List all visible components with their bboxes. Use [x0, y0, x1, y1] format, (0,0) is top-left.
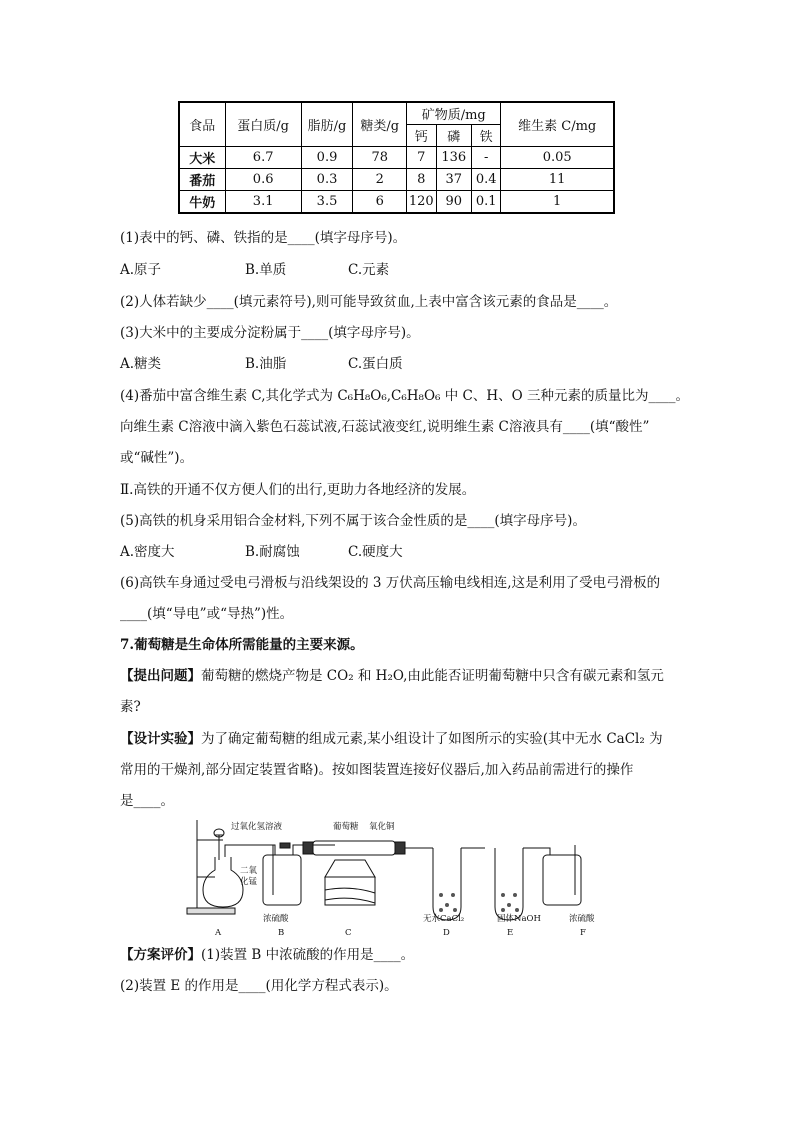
apparatus-diagram: [185, 815, 610, 940]
question-4-line1: (4)番茄中富含维生素 C,其化学式为 C₆H₈O₆,C₆H₈O₆ 中 C、H、O 三种元素的质量比为____。: [120, 388, 689, 404]
letter-e: E: [507, 928, 514, 938]
design-tag: 【设计实验】: [120, 731, 201, 747]
evaluation-tag: 【方案评价】: [120, 947, 201, 963]
vitc-cell: 1: [501, 191, 614, 214]
label-f-acid: 浓硫酸: [569, 914, 595, 924]
option-c: C.蛋白质: [348, 356, 403, 372]
phosphorus-cell: 136: [436, 147, 471, 169]
design-line3: 是____。: [120, 793, 174, 809]
letter-f: F: [580, 928, 586, 938]
option-b: B.油脂: [245, 356, 287, 372]
option-b: B.耐腐蚀: [245, 544, 300, 560]
raise-question-text: 葡萄糖的燃烧产物是 CO₂ 和 H₂O,由此能否证明葡萄糖中只含有碳元素和氢元: [201, 668, 664, 684]
nutrition-table: [178, 101, 615, 214]
question-6-line2: ____(填“导电”或“导热”)性。: [120, 606, 294, 622]
question-5: (5)高铁的机身采用铝合金材料,下列不属于该合金性质的是____(填字母序号)。: [120, 513, 586, 529]
table-row: [179, 191, 614, 214]
header-protein: 蛋白质/g: [225, 102, 301, 147]
letter-b: B: [278, 928, 285, 938]
label-mno2-2: 化锰: [240, 877, 258, 887]
label-hydrogen-peroxide: 过氧化氢溶液: [231, 822, 283, 832]
protein-cell: 3.1: [225, 191, 301, 214]
fat-cell: 0.9: [301, 147, 353, 169]
option-c: C.元素: [348, 262, 390, 278]
iron-cell: 0.4: [471, 169, 500, 191]
question-4-line3: 或“碱性”)。: [120, 450, 194, 466]
section-2-heading: Ⅱ.高铁的开通不仅方便人们的出行,更助力各地经济的发展。: [120, 482, 476, 498]
letter-d: D: [443, 928, 450, 938]
sugar-cell: 6: [353, 191, 407, 214]
question-4-line2: 向维生素 C溶液中滴入紫色石蕊试液,石蕊试液变红,说明维生素 C溶液具有____(填“酸性”: [120, 419, 650, 435]
protein-cell: 0.6: [225, 169, 301, 191]
evaluation-line1: [120, 945, 414, 965]
header-mineral: 矿物质/mg: [407, 102, 501, 125]
question-1: (1)表中的钙、磷、铁指的是____(填字母序号)。: [120, 230, 407, 246]
food-cell: 番茄: [179, 169, 225, 191]
letter-a: A: [215, 928, 222, 938]
experiment-apparatus: [185, 815, 610, 940]
evaluation-text: (1)装置 B 中浓硫酸的作用是____。: [201, 947, 415, 963]
food-cell: 牛奶: [179, 191, 225, 214]
label-b-acid: 浓硫酸: [263, 914, 289, 924]
design-line1: [120, 729, 663, 749]
question-2: (2)人体若缺少____(填元素符号),则可能导致贫血,上表中富含该元素的食品是____。: [120, 294, 618, 310]
iron-cell: -: [471, 147, 500, 169]
header-fat: 脂肪/g: [301, 102, 353, 147]
food-cell: 大米: [179, 147, 225, 169]
question-6-line1: (6)高铁车身通过受电弓滑板与沿线架设的 3 万伏高压输电线相连,这是利用了受电弓滑板的: [120, 575, 661, 591]
option-c: C.硬度大: [348, 544, 403, 560]
design-text: 为了确定葡萄糖的组成元素,某小组设计了如图所示的实验(其中无水 CaCl₂ 为: [201, 731, 663, 747]
sugar-cell: 2: [353, 169, 407, 191]
raise-question-line2: 素?: [120, 699, 141, 715]
letter-c: C: [345, 928, 352, 938]
header-food: 食品: [179, 102, 225, 147]
label-d-cacl2: 无水CaCl₂: [423, 914, 465, 924]
header-calcium: 钙: [407, 125, 436, 147]
option-a: A.原子: [120, 262, 162, 278]
question-7-title: 7.葡萄糖是生命体所需能量的主要来源。: [120, 637, 364, 653]
label-mno2-1: 二氧: [240, 866, 258, 876]
header-iron: 铁: [471, 125, 500, 147]
fat-cell: 3.5: [301, 191, 353, 214]
phosphorus-cell: 37: [436, 169, 471, 191]
option-a: A.密度大: [120, 544, 175, 560]
raise-question-tag: 【提出问题】: [120, 668, 201, 684]
vitc-cell: 11: [501, 169, 614, 191]
vitc-cell: 0.05: [501, 147, 614, 169]
raise-question-line1: [120, 666, 664, 686]
calcium-cell: 7: [407, 147, 436, 169]
option-a: A.糖类: [120, 356, 162, 372]
option-b: B.单质: [245, 262, 287, 278]
iron-cell: 0.1: [471, 191, 500, 214]
calcium-cell: 120: [407, 191, 436, 214]
label-e-naoh: 固体NaOH: [497, 914, 541, 924]
protein-cell: 6.7: [225, 147, 301, 169]
phosphorus-cell: 90: [436, 191, 471, 214]
header-phosphorus: 磷: [436, 125, 471, 147]
evaluation-line2: (2)装置 E 的作用是____(用化学方程式表示)。: [120, 978, 398, 994]
sugar-cell: 78: [353, 147, 407, 169]
calcium-cell: 8: [407, 169, 436, 191]
header-sugar: 糖类/g: [353, 102, 407, 147]
question-3: (3)大米中的主要成分淀粉属于____(填字母序号)。: [120, 325, 420, 341]
label-copper-oxide: 氧化铜: [369, 822, 395, 832]
table-row: [179, 147, 614, 169]
header-vitc: 维生素 C/mg: [501, 102, 614, 147]
fat-cell: 0.3: [301, 169, 353, 191]
design-line2: 常用的干燥剂,部分固定装置省略)。按如图装置连接好仪器后,加入药品前需进行的操作: [120, 762, 634, 778]
table-row: [179, 169, 614, 191]
label-glucose: 葡萄糖: [333, 822, 359, 832]
